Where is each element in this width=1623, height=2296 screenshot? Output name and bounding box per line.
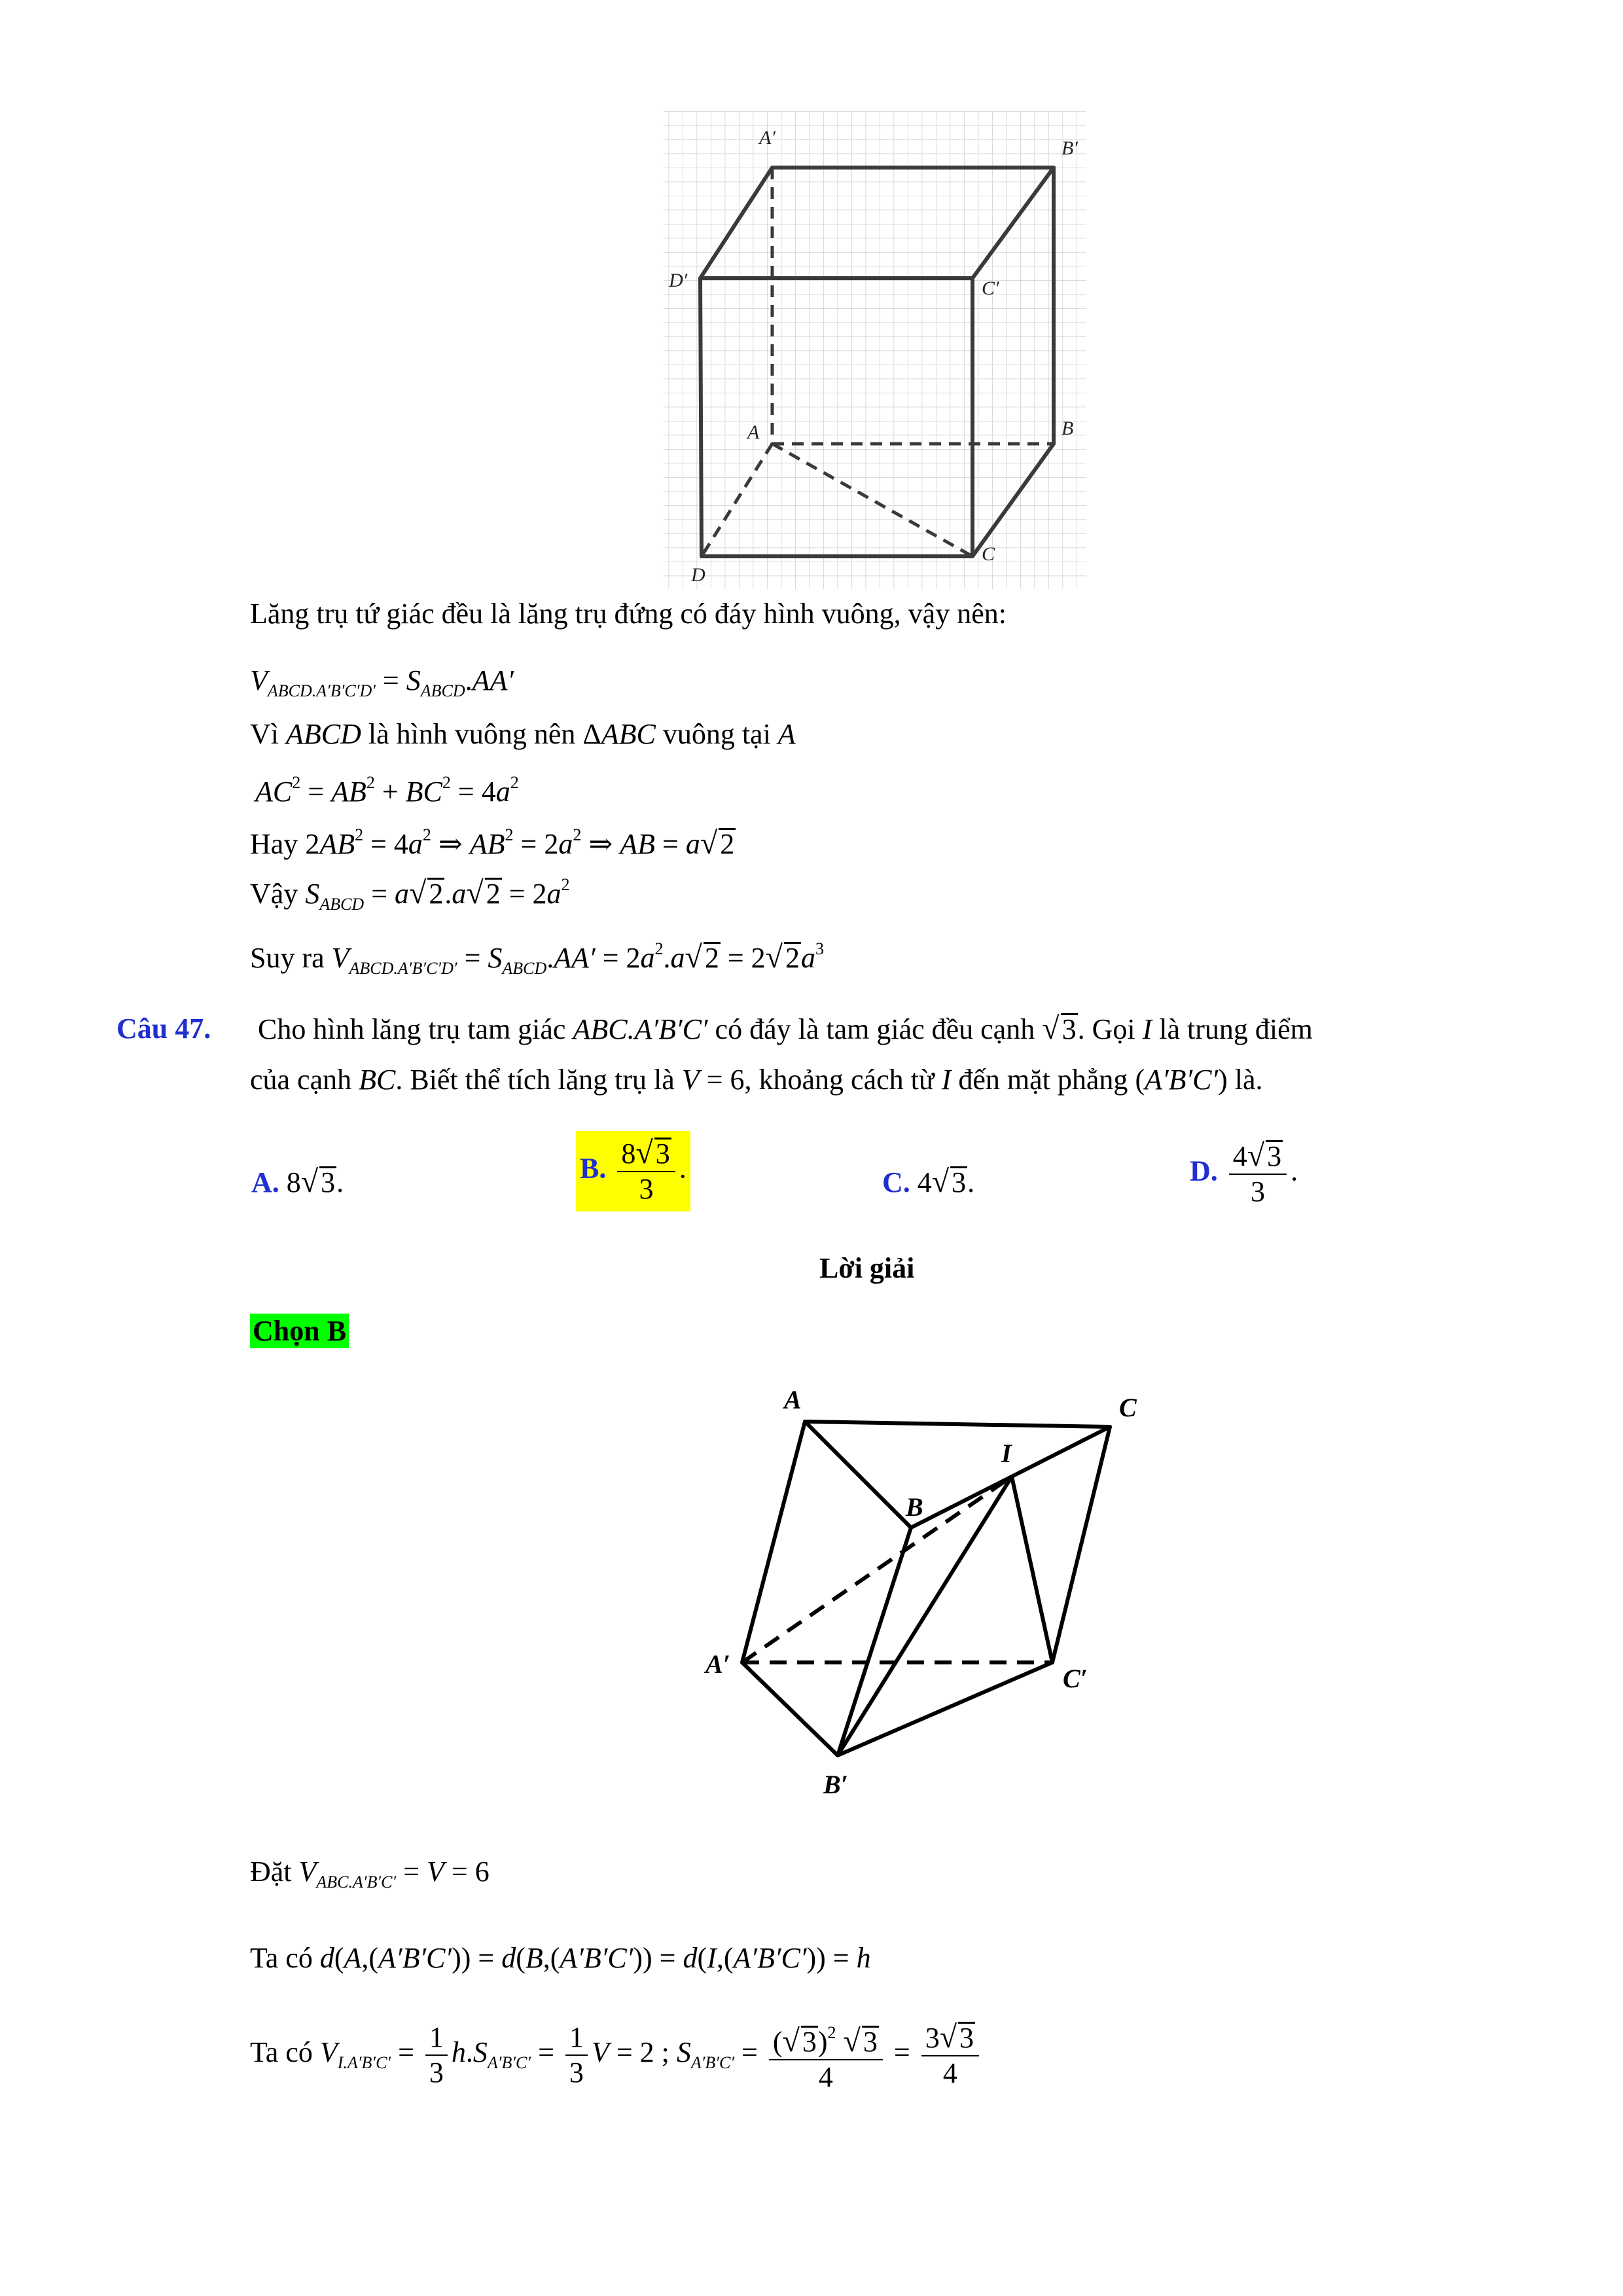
segment-i-cprime xyxy=(1012,1477,1052,1662)
solution-title: Lời giải xyxy=(819,1252,915,1284)
edge-a-c xyxy=(805,1422,1110,1427)
chosen-answer: Chọn B xyxy=(250,1312,349,1351)
dat-word: Đặt xyxy=(250,1856,292,1888)
edge-c-cprime xyxy=(1052,1427,1110,1662)
intro-text: Lăng trụ tứ giác đều là lăng trụ đứng có đáy hình vuông, vậy nên: xyxy=(250,598,1007,630)
taco-word: Ta có xyxy=(250,1942,313,1974)
option-c[interactable]: C. 4√3. xyxy=(882,1164,975,1199)
suy-ra-line: Suy ra $V_{ABCD.A'B'C'D'} = S_{ABCD}.AA' = 2a^2.a√2 = 2√2a^3$ xyxy=(250,939,825,978)
taco2-word: Ta có xyxy=(250,2036,313,2069)
label-a: A xyxy=(747,422,760,443)
segment-i-bprime xyxy=(838,1477,1012,1755)
label-b: B xyxy=(906,1492,923,1522)
dat-line: Đặt $V_{ABC.A'B'C'} = V = 6$ xyxy=(250,1856,490,1892)
label-i: I xyxy=(1001,1439,1012,1468)
distance-line: Ta có d(A,(A′B′C′)) = d(B,(A′B′C′)) = d(I,(A′B′C′)) = h xyxy=(250,1942,871,1974)
hay-line: Hay $2AB^2 = 4a^2$ ⇒ $AB^2 = 2a^2$ ⇒ AB = a√2 xyxy=(250,825,735,861)
edge-b-bprime xyxy=(838,1528,911,1755)
option-a[interactable]: A. 8√3. xyxy=(251,1164,344,1199)
vi-word: Vì xyxy=(250,718,279,750)
edge-a-b xyxy=(805,1422,911,1528)
hay-word: Hay xyxy=(250,828,298,860)
label-a-prime: A′ xyxy=(759,127,776,149)
vay-line: Vậy $S_{ABCD} = a√2.a√2 = 2a^2$ xyxy=(250,875,570,914)
vi-mid: là hình vuông nên xyxy=(368,718,576,750)
label-d: D xyxy=(691,564,705,586)
question-number: Câu 47. xyxy=(116,1013,211,1045)
label-d-prime: D′ xyxy=(669,270,688,291)
label-c: C xyxy=(1119,1393,1137,1422)
vi-line: Vì ABCD là hình vuông nên ΔABC vuông tại A xyxy=(250,718,796,750)
question-line-1: Cho hình lăng trụ tam giác ABC.A′B′C′ có đáy là tam giác đều cạnh √3. Gọi I là trung điểm xyxy=(258,1011,1313,1046)
suy-ra-word: Suy ra xyxy=(250,942,325,974)
label-c-prime: C′ xyxy=(1063,1664,1088,1693)
volume-area-line: Ta có $V_{I.A'B'C'}$ = $\frac{1}{3}$ $h.S_{A'B'C'}$ = $\frac{1}{3}$ V = 2 ; $S_{A'B'C'}$ = $\frac{(√3)^2 √3}{4}$ = $\frac{3√3}{4}$ xyxy=(250,2016,983,2094)
vi-end: vuông tại xyxy=(662,718,771,750)
label-b-prime: B′ xyxy=(1061,137,1078,159)
label-a: A xyxy=(784,1385,802,1414)
label-b: B xyxy=(1061,418,1074,439)
option-d[interactable]: D. $\frac{4√3}{3}$ . xyxy=(1190,1138,1298,1208)
label-b-prime: B′ xyxy=(823,1770,848,1799)
label-c: C xyxy=(982,543,995,565)
cube-figure xyxy=(654,111,1099,596)
label-a-prime: A′ xyxy=(705,1649,730,1679)
option-b[interactable]: B. $\frac{8√3}{3}$ . xyxy=(576,1131,690,1211)
volume-formula: $V_{ABCD.A'B'C'D'} = S_{ABCD}.AA'$ xyxy=(250,664,514,700)
question-line-2: của cạnh BC. Biết thể tích lăng trụ là V = 6, khoảng cách từ I đến mặt phẳng (A′B′C′) là. xyxy=(250,1064,1263,1096)
label-c-prime: C′ xyxy=(982,278,999,299)
edge-aprime-bprime xyxy=(742,1662,838,1755)
pythagoras-line: $AC^2 = AB^2 + BC^2 = 4a^2$ xyxy=(255,773,519,808)
edge-bprime-cprime xyxy=(838,1662,1052,1755)
vay-word: Vậy xyxy=(250,878,298,910)
edge-dprime-d xyxy=(700,278,702,556)
prism-figure xyxy=(681,1374,1204,1820)
